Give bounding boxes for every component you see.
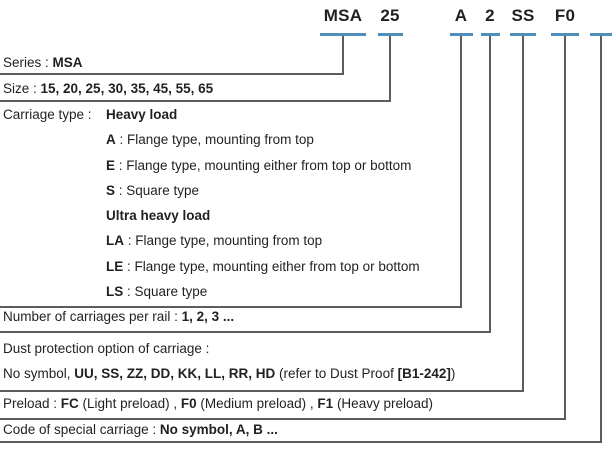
preload-row-seg-2: (Light preload) , xyxy=(78,396,181,411)
preload-row-seg-4: (Medium preload) , xyxy=(196,396,318,411)
special-carriage-row-seg-0: Code of special carriage : xyxy=(3,422,160,437)
carriages-per-rail-row-seg-1: 1, 2, 3 ... xyxy=(181,309,235,324)
carriage-type-le-seg-1: : Flange type, mounting either from top or bottom xyxy=(123,259,420,274)
code-part-series: MSA xyxy=(323,6,363,25)
carriage-type-label xyxy=(3,107,92,122)
carriage-type-s-seg-1: : Square type xyxy=(115,183,200,198)
connector-line-carriage-type xyxy=(460,36,462,308)
carriages-per-rail-row-seg-0: Number of carriages per rail : xyxy=(3,309,182,324)
series-row-seg-1: MSA xyxy=(52,55,83,70)
carriage-heavy-load-heading xyxy=(106,107,177,122)
carriage-type-label-seg-0: Carriage type : xyxy=(3,107,92,122)
rule-line-special-carriage-code xyxy=(0,441,602,443)
carriage-type-la xyxy=(106,233,322,248)
carriage-type-ls xyxy=(106,284,207,299)
connector-line-series xyxy=(342,36,344,75)
carriage-type-ls-seg-1: : Square type xyxy=(123,284,208,299)
carriage-type-a xyxy=(106,132,314,147)
carriage-type-e-seg-1: : Flange type, mounting either from top or bottom xyxy=(115,158,412,173)
dust-protection-options-row-seg-1: UU, SS, ZZ, DD, KK, LL, RR, HD xyxy=(74,366,276,381)
code-part-size: 25 xyxy=(380,6,400,25)
connector-line-size xyxy=(389,36,391,102)
rule-line-dust-protection xyxy=(0,390,524,392)
carriage-type-ls-seg-0: LS xyxy=(106,284,124,299)
special-carriage-row xyxy=(3,422,278,437)
code-part-carriages-per-rail: 2 xyxy=(485,6,495,25)
code-part-carriage-type: A xyxy=(454,6,468,25)
series-row-seg-0: Series : xyxy=(3,55,53,70)
dust-protection-options-row-seg-3: [B1-242] xyxy=(397,366,451,381)
carriage-type-a-seg-0: A xyxy=(106,132,116,147)
carriage-type-le xyxy=(106,259,420,274)
carriages-per-rail-row xyxy=(3,309,234,324)
dust-protection-options-row xyxy=(3,366,455,381)
connector-line-preload xyxy=(564,36,566,420)
size-row-seg-1: 15, 20, 25, 30, 35, 45, 55, 65 xyxy=(40,81,214,96)
size-row-seg-0: Size : xyxy=(3,81,41,96)
carriage-heavy-load-heading-seg-0: Heavy load xyxy=(106,107,178,122)
size-row xyxy=(3,81,213,96)
carriage-ultra-heavy-load-heading-seg-0: Ultra heavy load xyxy=(106,208,211,223)
preload-row-seg-6: (Heavy preload) xyxy=(333,396,433,411)
rule-line-series xyxy=(0,73,344,75)
dust-protection-options-row-seg-0: No symbol, xyxy=(3,366,75,381)
dust-protection-label-row-seg-0: Dust protection option of carriage : xyxy=(3,341,210,356)
carriage-type-e xyxy=(106,158,411,173)
carriage-type-a-seg-1: : Flange type, mounting from top xyxy=(115,132,314,147)
series-row xyxy=(3,55,83,70)
code-part-preload: F0 xyxy=(554,6,576,25)
preload-row-seg-5: F1 xyxy=(317,396,334,411)
preload-row xyxy=(3,396,433,411)
carriage-type-s-seg-0: S xyxy=(106,183,116,198)
special-carriage-row-seg-1: No symbol, A, B ... xyxy=(159,422,278,437)
connector-line-dust-protection xyxy=(522,36,524,392)
code-part-dust-protection: SS xyxy=(511,6,535,25)
rule-line-carriage-type xyxy=(0,306,462,308)
preload-row-seg-3: F0 xyxy=(180,396,197,411)
connector-line-special-carriage-code xyxy=(600,36,602,443)
connector-line-carriages-per-rail xyxy=(489,36,491,333)
preload-row-seg-1: FC xyxy=(60,396,79,411)
carriage-type-s xyxy=(106,183,199,198)
carriage-type-la-seg-0: LA xyxy=(106,233,124,248)
preload-row-seg-0: Preload : xyxy=(3,396,61,411)
carriage-type-la-seg-1: : Flange type, mounting from top xyxy=(124,233,323,248)
rule-line-size xyxy=(0,100,391,102)
carriage-ultra-heavy-load-heading xyxy=(106,208,210,223)
dust-protection-options-row-seg-4: ) xyxy=(450,366,456,381)
carriage-type-le-seg-0: LE xyxy=(106,259,124,274)
dust-protection-label-row xyxy=(3,341,209,356)
rule-line-carriages-per-rail xyxy=(0,331,491,333)
dust-protection-options-row-seg-2: (refer to Dust Proof xyxy=(275,366,398,381)
carriage-type-e-seg-0: E xyxy=(106,158,116,173)
rule-line-preload xyxy=(0,418,566,420)
